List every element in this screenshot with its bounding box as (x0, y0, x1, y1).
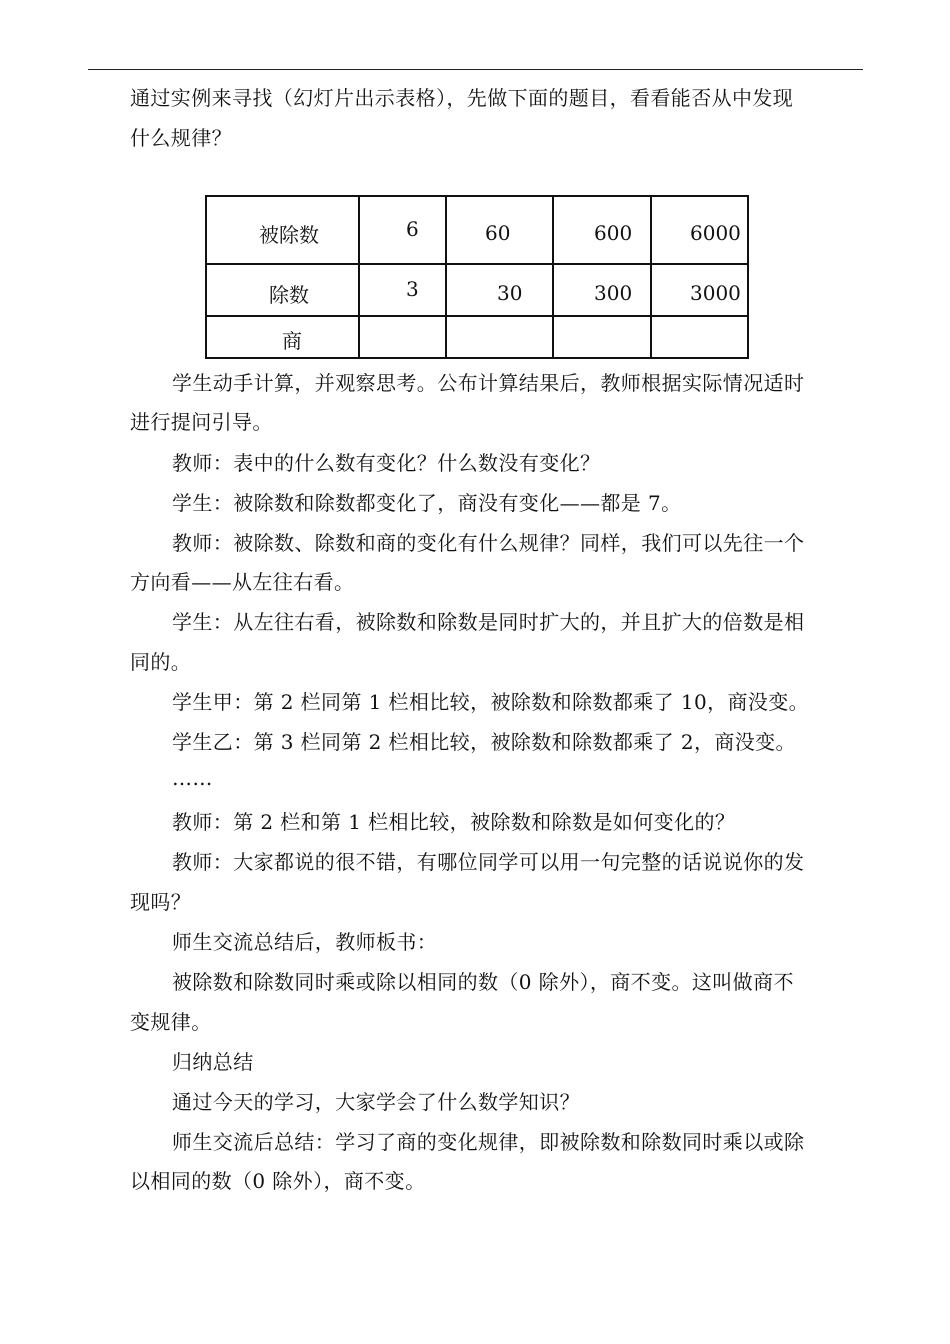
row-label-quotient: 商 (282, 329, 302, 353)
paragraph-line: 学生：从左往右看，被除数和除数是同时扩大的，并且扩大的倍数是相 (172, 610, 805, 634)
row-label-divisor: 除数 (269, 283, 309, 307)
paragraph-line: 学生乙：第 3 栏同第 2 栏相比较，被除数和除数都乘了 2，商没变。 (172, 730, 796, 754)
table-cell: 3 (406, 277, 419, 301)
table-row-dividend (206, 196, 748, 264)
intro-line-2: 什么规律？ (130, 126, 232, 150)
paragraph-line: 学生动手计算，并观察思考。公布计算结果后，教师根据实际情况适时 (172, 371, 805, 395)
paragraph-line: 学生甲：第 2 栏同第 1 栏相比较，被除数和除数都乘了 10，商没变。 (172, 690, 810, 714)
section-heading: 归纳总结 (172, 1050, 254, 1074)
table-row-quotient (206, 316, 748, 358)
paragraph-line: 被除数和除数同时乘或除以相同的数（0 除外），商不变。这叫做商不 (172, 970, 794, 994)
division-table (205, 195, 749, 359)
paragraph-line: 师生交流总结后，教师板书： (172, 930, 438, 954)
ellipsis-line: …… (172, 766, 213, 790)
paragraph-line: 教师：表中的什么数有变化？什么数没有变化？ (172, 451, 601, 475)
table-cell: 300 (594, 281, 633, 305)
paragraph-line: 同的。 (130, 650, 192, 674)
row-label-dividend: 被除数 (259, 223, 319, 247)
table-cell: 30 (497, 281, 523, 305)
header-rule (88, 69, 863, 70)
table-cell: 60 (485, 221, 511, 245)
paragraph-line: 学生：被除数和除数都变化了，商没有变化——都是 7。 (172, 491, 682, 515)
paragraph-line: 教师：被除数、除数和商的变化有什么规律？同样，我们可以先往一个 (172, 531, 805, 555)
paragraph-line: 变规律。 (130, 1010, 212, 1034)
table-cell: 600 (594, 221, 633, 245)
intro-line-1: 通过实例来寻找（幻灯片出示表格），先做下面的题目，看看能否从中发现 (130, 86, 794, 110)
paragraph-line: 通过今天的学习，大家学会了什么数学知识？ (172, 1090, 580, 1114)
table-cell: 6 (406, 217, 419, 241)
table-row-divisor (206, 264, 748, 316)
paragraph-line: 进行提问引导。 (130, 410, 273, 434)
paragraph-line: 现吗？ (130, 890, 192, 914)
table-cell: 3000 (690, 281, 741, 305)
paragraph-line: 教师：第 2 栏和第 1 栏相比较，被除数和除数是如何变化的？ (172, 810, 736, 834)
paragraph-line: 教师：大家都说的很不错，有哪位同学可以用一句完整的话说说你的发 (172, 850, 805, 874)
paragraph-line: 师生交流后总结：学习了商的变化规律，即被除数和除数同时乘以或除 (172, 1130, 805, 1154)
paragraph-line: 以相同的数（0 除外），商不变。 (130, 1169, 426, 1193)
paragraph-line: 方向看——从左往右看。 (130, 570, 355, 594)
table-cell: 6000 (690, 221, 741, 245)
